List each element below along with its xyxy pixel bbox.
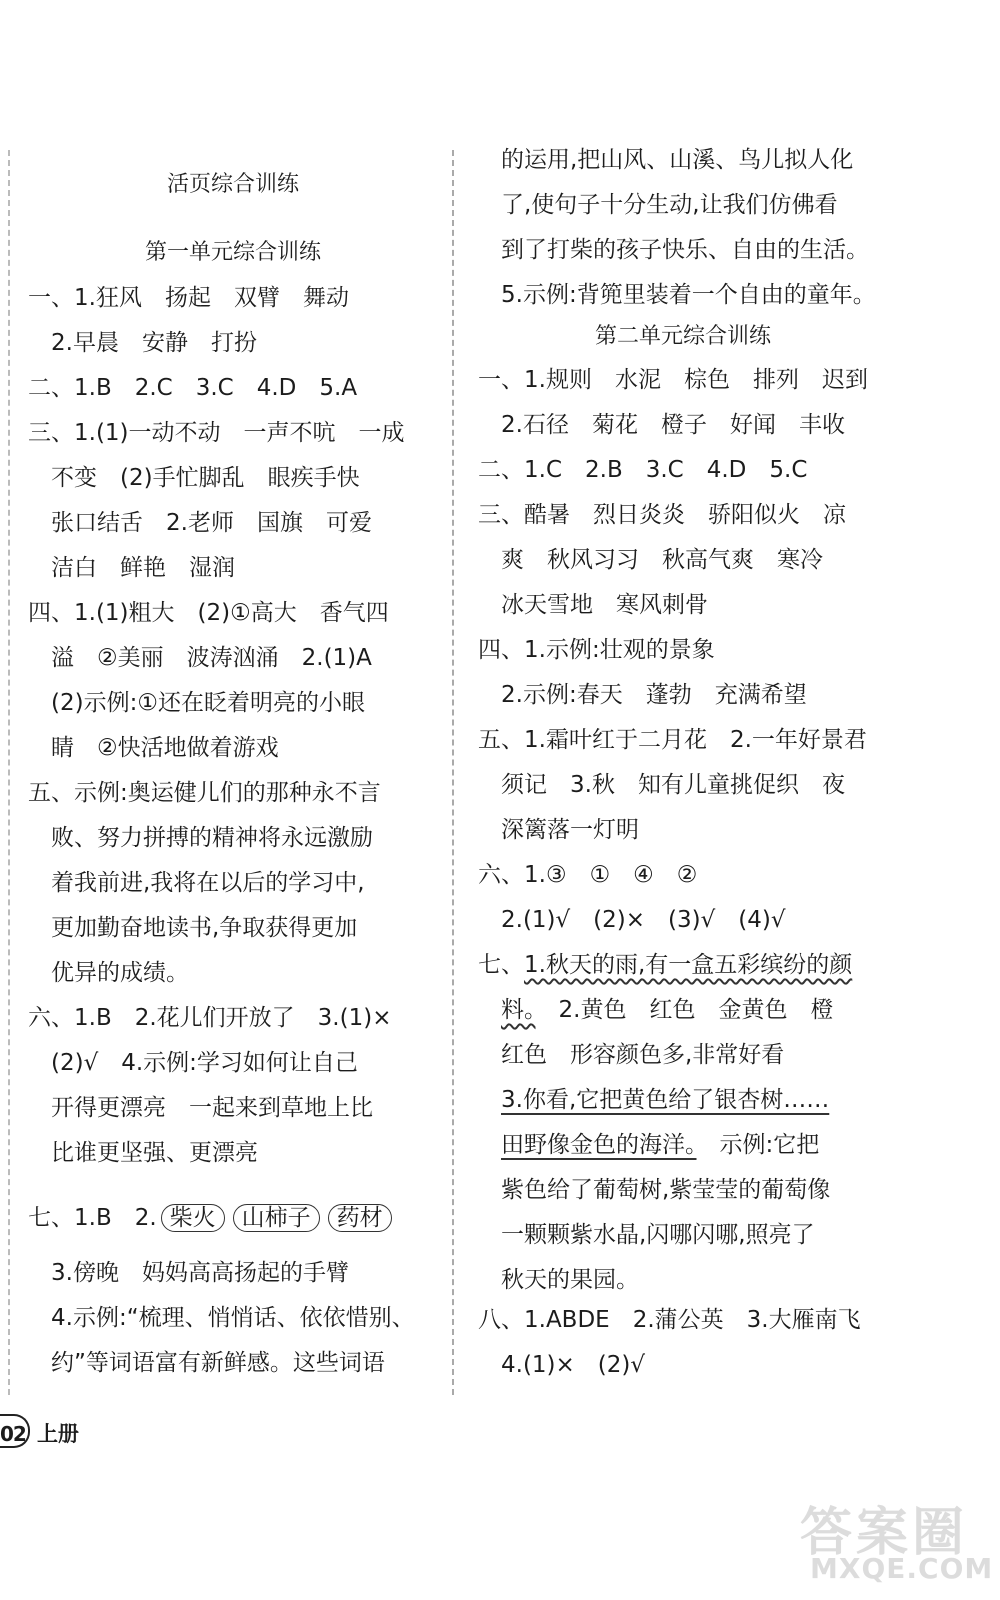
answer-text: 2.黄色 红色 金黄色 橙 [535, 997, 834, 1023]
answer-text: 紫色给了葡萄树,紫莹莹的葡萄像 [478, 1177, 831, 1203]
circled-answer: 山柿子 [233, 1204, 320, 1232]
answer-text: 优异的成绩。 [28, 960, 189, 986]
answer-line [478, 905, 786, 935]
answer-line [28, 823, 373, 853]
answer-line [28, 1258, 349, 1288]
answer-text: 七、 [478, 952, 524, 978]
answer-text: 了,使句子十分生动,让我们仿佛看 [478, 192, 838, 218]
answer-text: 一颗颗紫水晶,闪哪闪哪,照亮了 [478, 1222, 815, 1248]
answer-text: 张口结舌 2.老师 国旗 可爱 [28, 510, 372, 536]
watermark [790, 1490, 994, 1590]
answer-line [478, 1350, 645, 1380]
answer-line [478, 235, 869, 265]
answer-text: 比谁更坚强、更漂亮 [28, 1140, 258, 1166]
answer-text: 红色 形容颜色多,非常好看 [478, 1042, 785, 1068]
answer-text: 约”等词语富有新鲜感。这些词语 [28, 1350, 385, 1376]
answer-text: 第一单元综合训练 [144, 240, 321, 265]
answer-line [478, 455, 807, 485]
answer-text: 深篱落一灯明 [478, 817, 639, 843]
answer-line [28, 598, 389, 628]
answer-text: 到了打柴的孩子快乐、自由的生活。 [478, 237, 869, 263]
wavy-underlined-text: 1.秋天的雨,有一盒五彩缤纷的颜 [524, 952, 853, 978]
answer-line [478, 635, 715, 665]
answer-line [28, 463, 360, 493]
answer-line [28, 1003, 391, 1033]
answer-text: 洁白 鲜艳 湿润 [28, 555, 235, 581]
answer-text: 六、1.B 2.花儿们开放了 3.(1)× [28, 1005, 392, 1031]
answer-text: 败、努力拼搏的精神将永远激励 [28, 825, 373, 851]
page-edge-divider [8, 150, 10, 1395]
volume-label: 上册 [36, 1422, 79, 1446]
answer-text: 秋天的果园。 [478, 1267, 639, 1293]
answer-line [478, 590, 708, 620]
answer-line [478, 280, 876, 310]
answer-line [478, 545, 823, 575]
answer-line [478, 410, 845, 440]
answer-line [28, 373, 357, 403]
answer-line [478, 770, 845, 800]
answer-line [478, 995, 833, 1025]
page-number: 02 [0, 1422, 26, 1446]
answer-line [478, 1085, 829, 1115]
answer-line [478, 500, 846, 530]
answer-line [28, 643, 372, 673]
answer-line [28, 1348, 385, 1378]
answer-line [28, 283, 349, 313]
answer-text: 的运用,把山风、山溪、鸟儿拟人化 [478, 147, 854, 173]
answer-text: 溢 ②美丽 波涛汹涌 2.(1)A [28, 645, 372, 671]
answer-text: 第二单元综合训练 [594, 324, 771, 349]
answer-text: 一、1.规则 水泥 棕色 排列 迟到 [478, 367, 868, 393]
answer-line [478, 950, 852, 980]
answer-text: 冰天雪地 寒风刺骨 [478, 592, 708, 618]
answer-text [478, 1132, 501, 1158]
answer-line [478, 1265, 639, 1295]
answer-line [478, 190, 838, 220]
answer-text: 一、1.狂风 扬起 双臂 舞动 [28, 285, 349, 311]
answer-line [478, 145, 853, 175]
answer-line [28, 688, 365, 718]
answer-text: 四、1.(1)粗大 (2)①高大 香气四 [28, 600, 389, 626]
answer-line [478, 1305, 861, 1335]
answer-text: 二、1.B 2.C 3.C 4.D 5.A [28, 375, 358, 401]
answer-line [28, 1203, 396, 1233]
page-footer [0, 1418, 79, 1444]
answer-text: 着我前进,我将在以后的学习中, [28, 870, 365, 896]
answer-text [478, 1087, 501, 1113]
answer-text: (2)√ 4.示例:学习如何让自己 [28, 1050, 358, 1076]
answer-text: 七、1.B 2. [28, 1205, 157, 1231]
answer-text: 爽 秋风习习 秋高气爽 寒冷 [478, 547, 823, 573]
answer-line [478, 680, 807, 710]
answer-text: 2.(1)√ (2)× (3)√ (4)√ [478, 907, 786, 933]
answer-text: 示例:它把 [696, 1132, 820, 1158]
answer-text: 须记 3.秋 知有儿童挑促织 夜 [478, 772, 845, 798]
answer-text [478, 997, 501, 1023]
answer-text: 五、1.霜叶红于二月花 2.一年好景君 [478, 727, 867, 753]
answer-line [478, 1175, 830, 1205]
answer-text: 开得更漂亮 一起来到草地上比 [28, 1095, 373, 1121]
answer-line [28, 913, 357, 943]
answer-text: 不变 (2)手忙脚乱 眼疾手快 [28, 465, 360, 491]
answer-text: 二、1.C 2.B 3.C 4.D 5.C [478, 457, 808, 483]
answer-text: 三、酷暑 烈日炎炎 骄阳似火 凉 [478, 502, 846, 528]
section-title [28, 170, 438, 200]
answer-line [478, 815, 639, 845]
answer-line [478, 725, 867, 755]
answer-line [478, 1130, 819, 1160]
answer-line [28, 553, 235, 583]
answer-line [28, 1048, 358, 1078]
underlined-text: 田野像金色的海洋。 [501, 1132, 697, 1158]
section-title [478, 322, 888, 352]
column-divider [452, 150, 454, 1395]
answer-text: 更加勤奋地读书,争取获得更加 [28, 915, 358, 941]
answer-text: 三、1.(1)一动不动 一声不吭 一成 [28, 420, 405, 446]
answer-text: 4.(1)× (2)√ [478, 1352, 646, 1378]
answer-line [28, 958, 189, 988]
answer-line [478, 1220, 815, 1250]
answer-line [28, 868, 365, 898]
answer-text: 2.早晨 安静 打扮 [28, 330, 257, 356]
answer-line [28, 1093, 373, 1123]
answer-line [28, 733, 279, 763]
answer-line [478, 1040, 784, 1070]
answer-text: 活页综合训练 [166, 172, 299, 197]
answer-text: 四、1.示例:壮观的景象 [478, 637, 715, 663]
answer-line [28, 508, 372, 538]
watermark-logo: 答案圈 [800, 1503, 969, 1563]
answer-line [28, 1303, 415, 1333]
underlined-text: 3.你看,它把黄色给了银杏树…… [501, 1087, 830, 1113]
answer-line [478, 365, 868, 395]
answer-line [28, 418, 405, 448]
section-title [28, 238, 438, 268]
answer-text: 五、示例:奥运健儿们的那种永不言 [28, 780, 381, 806]
answer-text: 3.傍晚 妈妈高高扬起的手臂 [28, 1260, 349, 1286]
answer-text: 八、1.ABDE 2.蒲公英 3.大雁南飞 [478, 1307, 861, 1333]
answer-text: 5.示例:背篼里装着一个自由的童年。 [478, 282, 876, 308]
answer-line [478, 860, 697, 890]
answer-line [28, 1138, 258, 1168]
wavy-underlined-text: 料。 [501, 997, 536, 1023]
page-number-arc-icon [0, 1414, 30, 1448]
answer-line [28, 778, 381, 808]
answer-text: 睛 ②快活地做着游戏 [28, 735, 279, 761]
watermark-url: MXQE.COM [810, 1552, 994, 1585]
answer-text: 4.示例:“梳理、悄悄话、依依惜别、 [28, 1305, 415, 1331]
circled-answer: 药材 [328, 1204, 392, 1232]
answer-text: 2.石径 菊花 橙子 好闻 丰收 [478, 412, 845, 438]
answer-text: (2)示例:①还在眨着明亮的小眼 [28, 690, 365, 716]
answer-text: 2.示例:春天 蓬勃 充满希望 [478, 682, 807, 708]
answer-text: 六、1.③ ① ④ ② [478, 862, 698, 888]
circled-answer: 柴火 [161, 1204, 225, 1232]
answer-line [28, 328, 257, 358]
